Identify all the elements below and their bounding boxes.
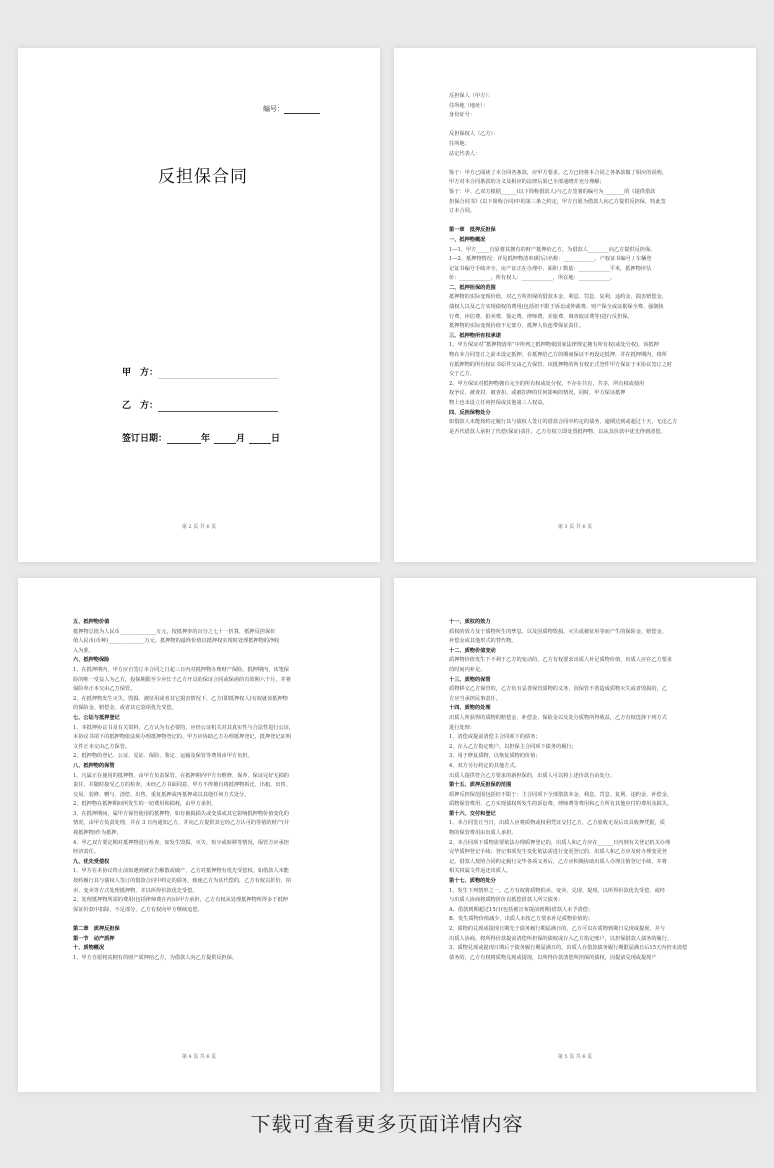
body-line: 出质人所获得的质物的赔偿金、补偿金、保险金以及处分质物所得收益，乙方有权选择下列方式 <box>449 714 667 721</box>
sign-date <box>122 431 280 444</box>
party-b-label: 乙 方： <box>122 401 159 411</box>
section-heading: 六、抵押物保险 <box>73 657 110 664</box>
section-heading: 五、抵押物价值 <box>73 619 110 625</box>
party-a-field <box>122 365 158 378</box>
body-line: 保证价款中扣除，不足部分，乙方有权向甲方继续追偿。 <box>73 906 203 913</box>
body-line: 记证书编号手续齐全，房产证正在办理中，面积 / 数量：____________平米，抵押物评估 <box>449 265 652 272</box>
body-line: 质押反担保范围包括但不限于：主合同项下全部借款本金、利息、罚息、复利、违约金、补偿金、 <box>449 791 673 798</box>
body-line <box>73 915 338 925</box>
section-heading: 八、抵押物的保管 <box>73 762 115 769</box>
body-line: 1、甲方自愿将其拥有的财产质押给乙方，为借款人向乙方提供反担保。 <box>73 954 238 961</box>
party-a-line <box>158 378 278 379</box>
body-line: 4、甲乙双方要定期对抵押物进行检查，如发生毁损、灭失、短少或转移等情况，保管方应承担 <box>73 839 289 846</box>
body-line: 1、本合同签订当日，出质人应将质物或权利凭证交付乙方，乙方验收无误后出具收押凭据，质 <box>449 820 665 827</box>
body-line: 保险单正本交由乙方保管。 <box>73 686 136 693</box>
body-line: 2、质物的兑现或提现日期先于债务履行期届满日的，乙方可以在质物到期日兑现或提现，并与 <box>449 926 665 932</box>
body-line: 如借款人未能按约定履行其与债权人签订的借款合同中约定的债务，逾期达到或超过十天，无论乙方 <box>449 419 678 426</box>
body-line: 进行处理： <box>449 724 475 731</box>
body-line: 抵押物的实际变现价值不足部分，抵押人负连带保证责任。 <box>449 323 584 330</box>
section-heading: 九、优先受偿权 <box>73 858 110 865</box>
body-line: 反担保权人（乙方）： <box>449 131 499 138</box>
body-line: 经济责任。 <box>73 849 99 856</box>
body-line: 卖、变卖等方式处理抵押物，并以所得价款优先受偿。 <box>73 887 198 894</box>
body-line: 交于乙方。 <box>449 371 475 378</box>
body-line: 本协议书项下的抵押物依法须办理抵押物登记的，甲方应协助乙方办理抵押登记，抵押登记证明 <box>73 734 291 741</box>
section-heading: 第十七、质物的处分 <box>449 878 496 885</box>
page-footer: 第 3 页 共 6 页 <box>557 524 593 530</box>
body-line: 质物保管费用、乙方实现债权所发生的诉讼费、律师费等费用和乙方所有其他应付的费用及损失。 <box>449 801 673 808</box>
section-heading: 一、抵押物概况 <box>449 236 486 243</box>
body-line: 1、清偿或提前清偿主合同项下的债务； <box>449 734 541 741</box>
page-body <box>449 618 714 963</box>
section-heading: 三、抵押物所有权承诺 <box>449 332 501 339</box>
body-line <box>449 121 714 131</box>
sign-date-label: 签订日期： <box>122 434 168 444</box>
body-line: 出质人协商，将所得价款提前清偿所担保的债权或存入乙方指定账户，以担保借款人债务的履行。 <box>449 935 673 942</box>
body-line: 2、甲方保证对抵押物拥有完全的所有权或处分权，不存在共有、共享，所有权或使用 <box>449 380 645 387</box>
section-heading: 第十六、交付和登记 <box>449 810 496 817</box>
body-line: 交易、装修、赠与、清偿、出售、重复抵押或再抵押或以其他任何方式处分。 <box>73 791 250 798</box>
page-4 <box>18 578 380 1092</box>
body-line: 担保合同书》(以下简称合同)中的第三条之约定，甲方自愿为借款人向乙方提供反担保，特此签 <box>449 198 666 205</box>
body-line: 入为准。 <box>73 647 94 654</box>
body-line: 1、甲方在本协议终止前如遇到被宣告解散或破产，乙方对抵押物有优先受偿权。如借款人未能 <box>73 868 289 875</box>
body-line: 订本合同。 <box>449 208 475 215</box>
page-body <box>73 618 338 963</box>
body-line: 是否代借款人承担了代偿(保证)责任，乙方有权立即处置抵押物，以从其价款中优先得到清偿。 <box>449 428 666 435</box>
body-line: 与出质人协商将质物折价以抵偿借款人所欠债务： <box>449 897 564 904</box>
section-heading: 第二章 质押反担保 <box>73 926 120 932</box>
page-3 <box>394 48 756 562</box>
body-line: 出质人提供符合乙方要求的新担保的，出质人可以将上述价款自由处分。 <box>449 772 616 779</box>
section-heading: 十四、质物的处理 <box>449 705 491 712</box>
body-line: 方应当承担民事责任。 <box>449 695 501 702</box>
page-footer: 第 2 页 共 6 页 <box>181 524 217 530</box>
body-line: 2、抵押物在抵押期间所发生的一切费用和损耗，由甲方承担。 <box>73 801 217 808</box>
section-heading: 十一、质权的效力 <box>449 619 491 625</box>
day-blank <box>249 434 271 444</box>
body-line: 2、抵押物的登记、公证、见证、保险、鉴定、运输及保管等费用由甲方负担。 <box>73 753 253 760</box>
body-line: 记。借款人按照合同约定履行完毕各项义务后，乙方应积极协助出质人办理注销登记手续，并将 <box>449 858 667 865</box>
page-cover <box>18 48 380 562</box>
body-line: 质物移交乙方保管的，乙方负有妥善保管质物的义务，因保管不善造成质物灭失或者毁损的，乙 <box>449 686 667 693</box>
party-b-field <box>122 398 158 411</box>
body-line <box>449 159 714 169</box>
body-line: 1、在抵押期内，甲方应自签订本合同之日起三日内对抵押物办理财产保险。抵押期内，该笔保 <box>73 666 289 673</box>
body-line: 1、发生下列情形之一，乙方有权将质物拍卖、变卖、兑现、提现，以所得价款优先受偿，或经 <box>449 887 665 894</box>
body-line: 住所地（地址）： <box>449 102 488 109</box>
body-line: 1、甲方保证对“抵押物清单”中所列之抵押物依国家法律规定拥有所有权(或处分权)，该抵押 <box>449 342 659 349</box>
section-heading: 二、抵押担保的范围 <box>449 284 496 291</box>
body-line: 的时间内补足。 <box>449 666 486 673</box>
contract-number-blank <box>284 106 320 114</box>
page-body <box>449 92 714 437</box>
body-line: 抵押物总值为人民币______________万元，按抵押率的百分之七十一折算，抵押反担保价 <box>73 628 276 635</box>
party-a-label: 甲 方： <box>122 368 159 378</box>
party-b-line <box>158 411 278 412</box>
body-line: 2、本合同项下质物需要依法办理质押登记的，出质人和乙方应在______日内到有关登记机关办理 <box>449 839 671 846</box>
body-line: 物在本合同签订之前未设定抵押，在抵押给乙方的期间保证不再设定抵押，并在抵押期内，将所 <box>449 352 667 359</box>
section-heading: 第一节 动产质押 <box>73 935 115 942</box>
page-5 <box>394 578 756 1092</box>
body-line: 物的保管费用由出质人承担。 <box>449 830 517 837</box>
month-label: 月 <box>236 434 246 444</box>
year-label: 年 <box>201 434 211 444</box>
body-line: 有抵押物的所有权证书原件交由乙方保管，该抵押物的所有权正式登件甲方保证于本协议签订之时 <box>449 361 673 368</box>
body-line: 3、用于修复质物，以恢复质物的价值； <box>449 753 541 760</box>
section-heading: 第十五、质押反担保的范围 <box>449 782 512 789</box>
body-line: 权争议、被查封、被查扣、或被扣押的任何影响的情况，同时，甲方保证抵押 <box>449 390 626 397</box>
body-line: 鉴于：甲方已阅读了本合同各条款，应甲方要求，乙方已经将本合同之各条款做了相应的说明， <box>449 169 667 176</box>
body-line: 债权人以及乙方实现债权的费用(包括但不限于诉讼或仲裁费、财产保全或证据保全费、强制执 <box>449 304 664 311</box>
body-line: 的保险金、赔偿金、或者其它款项优先受偿。 <box>73 705 177 712</box>
body-line: 身份证号： <box>449 112 475 119</box>
body-line: 2、在抵押物发生灭失、毁损、被征用或者其它损害情况下，乙方(即抵押权人)有权就该抵押物 <box>73 695 288 702</box>
body-line: B、发生质物价值减少，出质人未按乙方要求补足质物价值的； <box>449 916 593 923</box>
body-line: 质权的效力及于质物所生的孳息，以及因质物毁损、灭失或被征用等而产生的保险金、赔偿金、 <box>449 628 667 635</box>
contract-number <box>263 104 320 114</box>
body-line: 法定代表人： <box>449 150 481 157</box>
body-line: 物上也未设立任何担保或其他第三人权益。 <box>449 400 548 406</box>
section-heading: 十二、质物价值变动 <box>449 647 496 654</box>
download-caption: 下载可查看更多页面详情内容 <box>250 1112 524 1136</box>
document-title: 反担保合同 <box>158 167 248 187</box>
body-line: 3、在抵押期间，属甲方保管使用的抵押物，如有被损损失或变质或其它影响抵押物价值变化的 <box>73 810 289 817</box>
body-line: 补偿金或其他形式的替代物。 <box>449 638 517 645</box>
body-line: 债务的，乙方有权将质物兑现或提现，以所得价款清偿所担保的债权，因提前兑现或提现产 <box>449 954 657 961</box>
body-line: 1—2、抵押物情况：详见抵押物清单(附后)名称：____________，产权证书编号 / 车辆登 <box>449 256 652 263</box>
body-line: 相关权属文件返还出质人。 <box>449 868 512 875</box>
body-line: 反担保人（甲方）： <box>449 93 494 99</box>
body-line: 价：____________，所有权人：____________，所在地：____________。 <box>449 275 616 282</box>
body-line: 2、处理抵押物所需的费用(包括律师费在内)由甲方承担，乙方有权从处理抵押物所得多于抵押 <box>73 897 288 904</box>
body-line <box>449 217 714 227</box>
day-label: 日 <box>271 434 281 444</box>
body-line: 1、凡属正在使用的抵押物，由甲方负责保管。在抵押期内甲方有维修、保养、保证完好无损的 <box>73 772 289 779</box>
body-line: 1、本抵押协议书及有关资料，乙方认为有必要的，应经公证机关对其真实性与合法性进行公证， <box>73 724 295 731</box>
body-line: 情况，由甲方负责处理，并在 3 日内通知乙方，并向乙方提供其它经乙方认可的等值的财产(并 <box>73 820 290 827</box>
section-heading: 第一章 抵押反担保 <box>449 227 496 234</box>
body-line: 住所地： <box>449 140 470 147</box>
body-line: 4、双方另行约定的其他方式。 <box>449 762 520 769</box>
body-line: 抵押物的实际变现价值，对乙方所担保的借款本金、利息、罚息、复利、违约金、损害赔偿金， <box>449 294 667 301</box>
body-line: 文件正本交由乙方保管。 <box>73 743 131 750</box>
body-line: 完毕质押登记手续；登记事项发生变化依法需进行变更登记的，出质人和乙方应及时办理变更登 <box>449 849 667 856</box>
body-line: 甲方对本合同条款的含义及相应的法律后果已全部通晓并充分理解； <box>449 179 605 186</box>
contract-number-label: 编号： <box>263 105 284 113</box>
body-line: 按约履行其与债权人签订的借款合同中约定的债务，致使乙方为其代偿的，乙方有权以折价、拍 <box>73 878 291 885</box>
body-line: 视抵押物)作为抵押。 <box>73 830 122 837</box>
body-line: 责任，并随时接受乙方的检查，未经乙方书面同意，甲方不得擅自将抵押物拆迁、出租、出售、 <box>73 782 291 789</box>
body-line: 险的唯一受益人为乙方，投保期限至少应长于乙方开具的保证合同或保函的有效期六个月，并将 <box>73 676 291 683</box>
body-line: 1—1、甲方_____自原将其拥有的财产抵押给乙方，为借款人________向乙方提供反担保。 <box>449 246 656 253</box>
page-footer: 第 4 页 共 6 页 <box>181 1054 217 1060</box>
section-heading: 四、反担保物处分 <box>449 409 491 416</box>
month-blank <box>214 434 236 444</box>
section-heading: 十三、质物的保管 <box>449 676 491 683</box>
section-heading: 七、公证与抵押登记 <box>73 714 120 721</box>
year-blank <box>167 434 201 444</box>
body-line: A、借款到期超过15日(包括被宣布提前到期)借款人未予清偿； <box>449 906 594 913</box>
body-line: 鉴于：甲、乙双方根据______(以下简称借款人)与乙方签署的编号为________的《提供借款 <box>449 188 656 195</box>
body-line: 3、质物兑现或提现日期后于债务履行期届满日的，出质人在借款债务履行期限届满日后15天内仍未清偿 <box>449 945 688 952</box>
page-footer: 第 5 页 共 6 页 <box>557 1054 593 1060</box>
body-line: 2、存入乙方指定账户，以担保主合同项下债务的履行； <box>449 743 577 750</box>
body-line: 行费、评估费、拍卖费、鉴定费、律师费、差旅费、调查取证费等)进行反担保。 <box>449 313 633 320</box>
body-line: 质押物价值发生下不利于乙方的变动的，乙方有权要求出质人补足质物价值，出质人应在乙方要求 <box>449 657 673 664</box>
body-line: 值人民币(币种)______________万元。抵押物的最终价值以抵押权实现时处理抵押物的净收 <box>73 638 280 645</box>
section-heading: 十、质物概况 <box>73 945 105 952</box>
